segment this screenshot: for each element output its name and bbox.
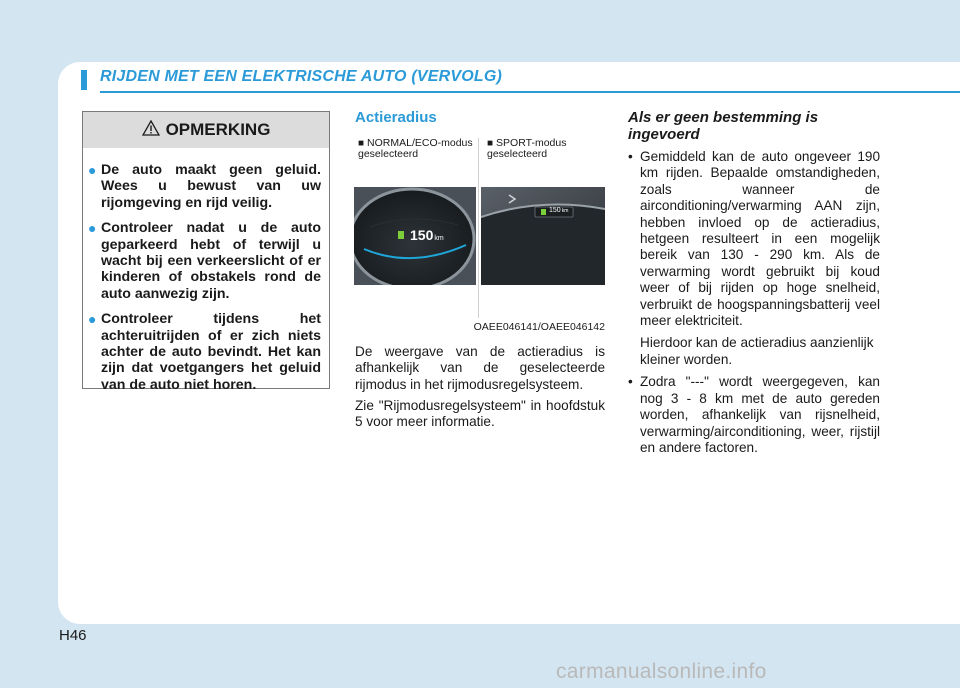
square-bullet-icon: ■ xyxy=(358,138,365,149)
bullet-icon: • xyxy=(628,374,633,390)
battery-icon xyxy=(398,231,404,239)
range-paragraph-2: Zie "Rijmodusregelsysteem" in hoofdstuk 5 voor meer informatie. xyxy=(355,398,605,430)
list-item: • Zodra "---" wordt weergegeven, kan nog 3 - 8 km met de auto gereden worden, afhankelijk van rijsnelheid, verwarming/airconditioning, weer, rijstijl en andere factoren. xyxy=(628,374,880,455)
cluster-figure xyxy=(354,138,605,337)
watermark: carmanualsonline.info xyxy=(556,660,767,683)
note-item: ● De auto maakt geen geluid. Wees u bewust van uw rijomgeving en rijd veilig. xyxy=(88,162,321,211)
cluster-photo-normal xyxy=(354,187,476,285)
bullet-icon: ● xyxy=(88,162,97,178)
note-list xyxy=(83,148,329,393)
list-item: • Gemiddeld kan de auto ongeveer 190 km rijden. Bepaalde omstandigheden, zoals wanneer de airconditioning/verwarming AAN zijn, hebben invloed op de actieradius, hetgeen resulteert in een mogelijk bereik van 130 - 290 km. Als de verwarming wordt gebruikt bij koud weer of bij rijden op hoge snelheid, verbruikt de hoogspanningsbatterij veel meer elektriciteit. Hierdoor kan de actieradius aanzienlijk kleiner worden. xyxy=(628,149,880,367)
cluster-photo-sport xyxy=(481,187,605,285)
figure-code: OAEE046141/OAEE046142 xyxy=(473,321,605,333)
caption-sport: ■ SPORT-modus geselecteerd xyxy=(487,137,567,160)
range-paragraph-1: De weergave van de actieradius is afhankelijk van de geselecteerde rijmodus in het rijmodusregelsysteem. xyxy=(355,344,605,392)
destination-list xyxy=(628,149,880,456)
list-item-extra: Hierdoor kan de actieradius aanzienlijk kleiner worden. xyxy=(640,335,874,367)
section-header-title: RIJDEN MET EEN ELEKTRISCHE AUTO (VERVOLG) xyxy=(100,68,503,85)
range-readout xyxy=(410,227,444,245)
note-item: ● Controleer tijdens het achteruitrijden of er zich niets achter de auto bevindt. Het kan zijn dat voetgangers het geluid van de auto niet horen. xyxy=(88,311,321,393)
caption-normal-eco: ■ NORMAL/ECO-modus geselecteerd xyxy=(358,137,473,160)
note-title: OPMERKING xyxy=(165,120,271,139)
figure-divider xyxy=(478,138,479,318)
note-box xyxy=(82,111,330,393)
square-bullet-icon: ■ xyxy=(487,138,494,149)
range-unit: km xyxy=(434,235,444,242)
bullet-icon: • xyxy=(628,149,633,164)
note-item: ● Controleer nadat u de auto geparkeerd hebt of terwijl u wacht bij een verkeerslicht of er kinderen of obstakels rond de auto aanwezig zijn. xyxy=(88,220,321,302)
destination-title: Als er geen bestemming is ingevoerd xyxy=(628,109,819,143)
range-section-title: Actieradius xyxy=(355,109,437,126)
range-value: 150 xyxy=(410,227,434,243)
bullet-icon: ● xyxy=(88,220,97,237)
bullet-icon: ● xyxy=(88,311,97,328)
page-number: H46 xyxy=(59,627,87,644)
note-header xyxy=(83,112,329,148)
battery-icon xyxy=(541,209,546,215)
warning-icon xyxy=(142,120,160,141)
header-accent-bar xyxy=(81,70,87,90)
range-readout-small: 150km xyxy=(549,207,569,214)
header-rule xyxy=(100,91,960,93)
